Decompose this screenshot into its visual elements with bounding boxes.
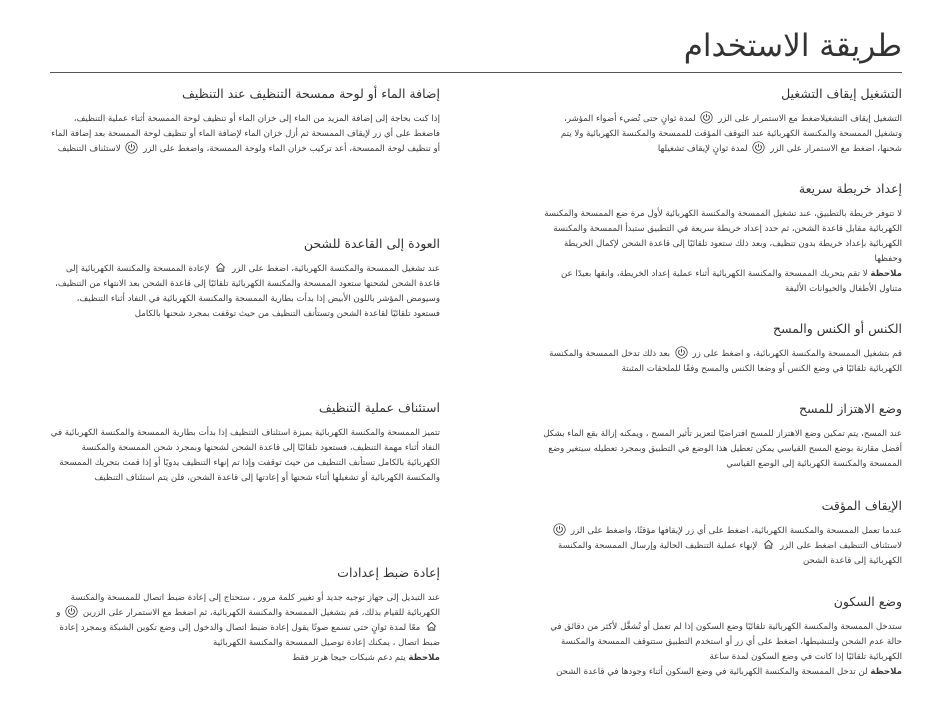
section-heading: إعادة ضبط إعدادات xyxy=(337,565,440,580)
section-add-water xyxy=(50,86,440,157)
section-return-to-dock xyxy=(50,236,440,322)
section-body: تتميز الممسحة والمكنسة الكهربائية بميزة استئناف التنظيف إذا بدأت بطارية الممسحة والمكنسة الكهربائية في النفاد أثناء مهمة التنظيف، فستعود تلقائيًا إلى قاعدة الشحن لشحنها وبمجرد شحن الممسحة والمكنسة الكهربائية بالكامل تستأنف التنظيف من حيث توقفت وإذا تم إنهاء التنظيف يدويًا أو إذا قمت بتحريك الممسحة والمكنسة الكهربائية أو تشغيلها أثناء شحنها أو إعادتها إلى قاعدة الشحن، فلن يتم استئناف التنظيف xyxy=(50,428,440,483)
section-heading: الكنس أو الكنس والمسح xyxy=(773,321,902,336)
section-heading: إعداد خريطة سريعة xyxy=(798,181,902,196)
section-heading: استئناف عملية التنظيف xyxy=(318,400,440,415)
section-power xyxy=(540,86,902,157)
note: ملاحظة يتم دعم شبكات جيجا هرتز فقط xyxy=(292,653,440,663)
power-icon xyxy=(125,141,138,154)
power-icon xyxy=(553,523,566,536)
section-heading: التشغيل إيقاف التشغيل xyxy=(781,86,902,101)
section-resume xyxy=(50,400,440,486)
note-label: ملاحظة xyxy=(408,653,440,663)
home-icon xyxy=(425,620,438,633)
section-body: إذا كنت بحاجة إلى إضافة المزيد من الماء إلى خزان الماء أو تنظيف لوحة الممسحة أثناء عملية التنظيف، فاضغط على أي زر لإيقاف الممسحة ثم أزل خزان الماء لإضافة الماء أو تنظيف لوحة الممسحة بعد إضافة الماء أو تنظيف لوحة الممسحة، أعد تركيب خزان الماء ولوحة الممسحة، واضغط على الزر لاستئناف التنظيف xyxy=(51,114,440,154)
section-pause xyxy=(540,498,902,569)
section-heading: وضع السكون xyxy=(833,594,902,609)
section-heading: الإيقاف المؤقت xyxy=(821,498,902,513)
power-icon xyxy=(700,111,713,124)
section-sleep xyxy=(540,594,902,680)
note: ملاحظة لن تدخل الممسحة والمكنسة الكهربائية في وضع السكون أثناء وجودها في قاعدة الشحن xyxy=(556,667,902,677)
home-icon xyxy=(762,538,775,551)
section-body: ستدخل الممسحة والمكنسة الكهربائية تلقائيًا وضع السكون إذا لم تعمل أو تُشغَّل لأكثر من دقائق في حالة عدم الشحن ولتنشيطها، اضغط على أي زر أو استخدم التطبيق ستتوقف الممسحة والمكنسة الكهربائية تلقائيًا إذا كانت في وضع السكون لمدة ساعة xyxy=(550,622,902,662)
note-label: ملاحظة xyxy=(870,269,902,279)
section-heading: إضافة الماء أو لوحة ممسحة التنظيف عند التنظيف xyxy=(181,86,440,101)
page-title: طريقة الاستخدام xyxy=(683,28,902,64)
section-body: التشغيل إيقاف التشغيلاضغط مع الاستمرار على الزر لمدة ثوانٍ حتى تُضيء أضواء المؤشر، وتشغيل الممسحة والمكنسة الكهربائية عند التوقف المؤقت للممسحة والمكنسة الكهربائية ولا يتم شحنها، اضغط مع الاستمرار على الزر لمدة ثوانٍ لإيقاف تشغيلها xyxy=(540,112,902,157)
section-heading: وضع الاهتزاز للمسح xyxy=(798,401,902,416)
section-vibration xyxy=(540,401,902,472)
section-body: عند تشغيل الممسحة والمكنسة الكهربائية، اضغط على الزر لإعادة الممسحة والمكنسة الكهربائية إلى قاعدة الشحن لشحنها ستعود الممسحة والمكنسة الكهربائية تلقائيًا إلى قاعدة الشحن بعد الانتهاء من التنظيف، وسيومض المؤشر باللون الأبيض إذا بدأت بطارية الممسحة والمكنسة الكهربائية في النفاد أثناء التنظيف، فستعود تلقائيًا لقاعدة الشحن وتستأنف التنظيف من حيث توقفت بمجرد شحنها بالكامل xyxy=(50,262,440,322)
section-sweep xyxy=(540,321,902,377)
section-body: لا تتوفر خريطة بالتطبيق، عند تشغيل الممسحة والمكنسة الكهربائية لأول مرة ضع الممسحة والمكنسة الكهربائية مقابل قاعدة الشحن، ثم حدد إعداد خريطة سريعة في التطبيق ستبدأ الممسحة والمكنسة الكهربائية بإعداد خريطة بدون تنظيف، وبعد ذلك ستعود تلقائيًا إلى قاعدة الشحن لإكمال الخريطة وحفظها xyxy=(544,209,902,264)
title-divider xyxy=(50,72,902,73)
section-body: قم بتشغيل الممسحة والمكنسة الكهربائية، و اضغط على زر بعد ذلك تدخل الممسحة والمكنسة الكهربائية تلقائيًا في وضع الكنس أو وضعا الكنس والمسح وفقًا للملحقات المثبتة xyxy=(540,347,902,377)
section-body: عند التبديل إلى جهاز توجيه جديد أو تغيير كلمة مرور ، ستحتاج إلى إعادة ضبط اتصال للممسحة والمكنسة الكهربائية للقيام بذلك، قم بتشغيل الممسحة والمكنسة الكهربائية، ثم اضغط مع الاستمرار على الزرين و معًا لمدة ثوانٍ حتى تسمع صوتًا يقول إعادة ضبط اتصال والدخول إلى وضع تكوين الشبكة وبمجرد إعادة ضبط اتصال ، يمكنك إعادة توصيل الممسحة والمكنسة الكهربائية xyxy=(56,593,440,648)
power-icon xyxy=(65,605,78,618)
power-icon xyxy=(752,141,765,154)
section-reset-wifi xyxy=(50,565,440,666)
section-body: عند المسح، يتم تمكين وضع الاهتزاز للمسح افتراضيًا لتعزيز تأثير المسح ، ويمكنه إزالة بقع الماء بشكل أفضل مقارنة بوضع المسح القياسي يمكن تعطيل هذا الوضع في التطبيق وبمجرد تعطيله سيتغير وضع الممسحة والمكنسة الكهربائية إلى الوضع القياسي xyxy=(543,429,902,469)
note-label: ملاحظة xyxy=(870,667,902,677)
home-icon xyxy=(214,261,227,274)
note: ملاحظة لا تقم بتحريك الممسحة والمكنسة الكهربائية أثناء عملية إعداد الخريطة، وابقها بعيدًا عن متناول الأطفال والحيوانات الأليفة xyxy=(560,269,902,294)
section-heading: العودة إلى القاعدة للشحن xyxy=(303,236,440,251)
section-body: عندما تعمل الممسحة والمكنسة الكهربائية، اضغط على أي زر لإيقافها مؤقتًا، واضغط على الزر لاستئناف التنظيف اضغط على الزر لإنهاء عملية التنظيف الحالية وإرسال الممسحة والمكنسة الكهربائية إلى قاعدة الشحن xyxy=(540,524,902,569)
power-icon xyxy=(675,346,688,359)
section-quick-map xyxy=(540,181,902,297)
